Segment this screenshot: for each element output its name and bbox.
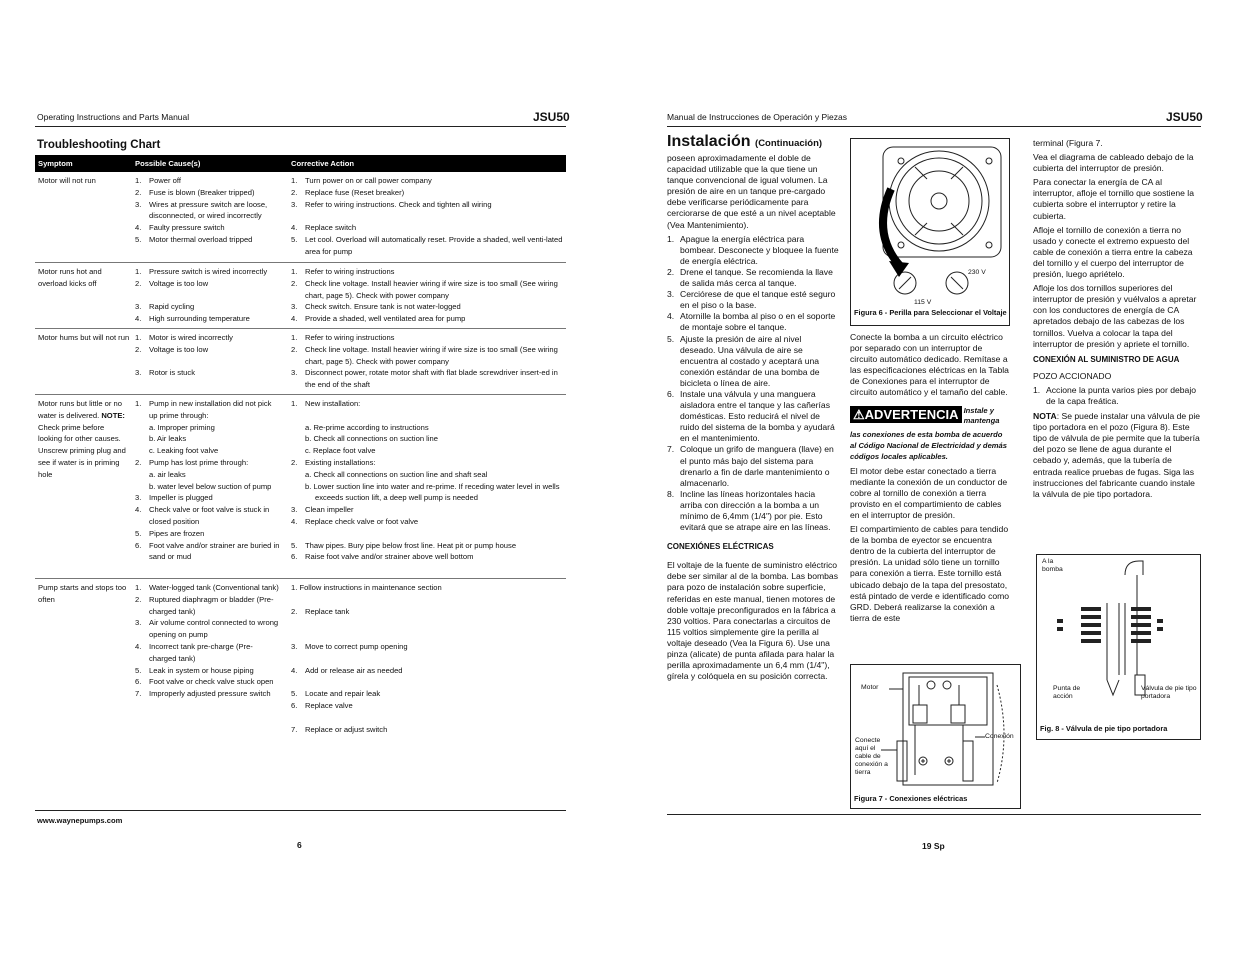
figure-6: 230 V 115 V Figura 6 - Perilla para Seleccionar el Voltaje xyxy=(850,138,1010,326)
col-cause: Possible Cause(s) xyxy=(135,159,201,168)
footer-rule xyxy=(35,810,566,811)
spanish-page xyxy=(617,0,1235,954)
table-row xyxy=(35,578,566,740)
symptom: Motor hums but will not run xyxy=(38,333,130,342)
table-row xyxy=(35,328,566,394)
symptom: Motor runs hot and overload kicks off xyxy=(38,267,102,288)
water-supply-subhead: CONEXIÓN AL SUMINISTRO DE AGUA xyxy=(1033,354,1180,364)
header-rule xyxy=(667,126,1201,127)
col-symptom: Symptom xyxy=(38,159,73,168)
actions: 1. Refer to wiring instructions 2. Check line voltage. Install heavier wiring if wire size is too small (See wiring chart, page 5). Check with power company 3. Check switch. Ensure tank is not water-logged 4. Provide a shaded, well ventilated area for pump xyxy=(291,267,558,324)
table-row xyxy=(35,262,566,328)
running-head: Operating Instructions and Parts Manual xyxy=(37,112,190,122)
header-rule xyxy=(35,126,566,127)
page-number: 19 Sp xyxy=(922,841,945,851)
symptom: Motor runs but little or no water is delivered. NOTE: Check prime before looking for other causes. Unscrew priming plug and see if water is in priming hole xyxy=(38,399,126,479)
causes: 1. Water-logged tank (Conventional tank) 2. Ruptured diaphragm or bladder (Pre-charged tank) 3. Air volume control connected to wrong opening on pump 4. Incorrect tank pre-charge (Pre-charged tank) 5. Leak in system or house piping 6. Foot valve or check valve stuck open 7. Improperly adjusted pressure switch xyxy=(135,583,279,699)
warning-triangle-icon: ⚠ xyxy=(853,406,865,422)
figure-7-caption: Figura 7 - Conexiones eléctricas xyxy=(854,794,968,803)
column-2: Conecte la bomba a un circuito eléctrico por separado con un interruptor de circuito automático dedicado. Remítase a las especificaciones eléctricas en la Tabla de Conexiones para el interruptor de circuito automático y el tamaño del cable. ⚠ADVERTENCIA Instale y mantenga las conexiones de esta bomba de acuerdo al Código Nacional de Electricidad y demás códigos locales aplicables. El motor debe estar conectado a tierra mediante la conexión de un conductor de cobre al tornillo de conexión a tierra provisto en el compartimiento de cables en el interruptor de presión. El compartimiento de cables para tendido de la bomba de eyector se encuentra dentro de la cubierta del interruptor de presión. La unidad sólo tiene un tornillo para conexión a tierra. Este tornillo está ubicado debajo de la tapa del presostato, está pintado de verde e identificado como GRD. Deberá realizarse la conexión a tierra de este xyxy=(850,332,1010,623)
symptom: Pump starts and stops too often xyxy=(38,583,127,604)
model-number: JSU50 xyxy=(1166,110,1203,124)
causes: 1. Power off 2. Fuse is blown (Breaker tripped) 3. Wires at pressure switch are loose, disconnected, or wired incorrectly 4. Faulty pressure switch 5. Motor thermal overload tripped xyxy=(135,176,268,244)
figure-8: A la bomba Punta de acción Válvula de pie tipo portadora Fig. 8 - Válvula de pie tipo portadora xyxy=(1036,554,1201,740)
causes: 1. Pressure switch is wired incorrectly 2. Voltage is too low 3. Rapid cycling 4. High surrounding temperature xyxy=(135,267,268,324)
english-page xyxy=(0,0,617,954)
figure-8-caption: Fig. 8 - Válvula de pie tipo portadora xyxy=(1040,724,1168,733)
chart-title: Troubleshooting Chart xyxy=(37,139,161,151)
table-header xyxy=(35,155,566,172)
footer-rule xyxy=(667,814,1201,815)
warning-block: ⚠ADVERTENCIA Instale y mantenga xyxy=(850,406,1010,426)
actions: 1. Refer to wiring instructions 2. Check line voltage. Install heavier wiring if wire size is too small (See wiring chart, page 5). Check with power company 3. Disconnect power, rotate motor shaft with flat blade screwdriver insert-ed in the end of the shaft xyxy=(291,333,558,390)
table-row xyxy=(35,394,566,578)
col-action: Corrective Action xyxy=(291,159,355,168)
page-number: 6 xyxy=(297,840,302,850)
column-1: poseen aproximadamente el doble de capacidad utilizable que la que tiene un tanque convencional de igual volumen. La presión de aire en un tanque pre-cargado debe verificarse periódicamente para cerciorarse de que esté a un nivel aceptable (Vea Mantenimiento). 1. Apague la energía eléctrica para bombear. Desconecte y bloquee la fuente de energía eléctrica. 2. Drene el tanque. Se recomienda la llave de salida más cerca al tanque. 3. Cerciórese de que el tanque esté seguro en el piso o la base. 4. Atornille la bomba al piso o en el soporte de montaje sobre el tanque. 5. Ajuste la presión de aire al nivel deseado. Una válvula de aire se encuentra al costado y aceptará una conexión estándar de una bomba de bicicleta o línea de aire. 6. Instale una válvula y una manguera aisladora entre el tanque y las cañerías domésticas. Esto reducirá el nivel de ruido del sistema de la bomba y ayudará en el mantenimiento. 7. Coloque un grifo de manguera (llave) en el punto más bajo del sistema para drenarlo a fin de darle mantenimiento o almacenarlo. 8. Incline las líneas horizontales hacia arriba con dirección a la bomba a un mínimo de 6,4mm (1/4") por pie. Esto evitará que se atrape aire en las líneas. CONEXIÓNES ELÉCTRICAS El voltaje de la fuente de suministro eléctrico debe ser similar al de la bomba. Las bombas para pozo de instalación sobre superficie, referidas en este manual, tienen motores de doble voltaje preconfigurados en la fábrica a 230 voltios. Para conectarlas a circuitos de 115 voltios simplemente gire la perilla al voltaje deseado (Vea la Figura 6). Use una pinza (alicate) de punta afilada para halar la perilla aproximadamente un 6,4 mm (1/4"), gírela y colóquela en su posición correcta. xyxy=(667,153,839,682)
column-3: terminal (Figura 7. Vea el diagrama de cableado debajo de la cubierta del interruptor de presión. Para conectar la energía de CA al interruptor, afloje el tornillo que sostiene la cubierta sobre el interruptor y retire la cubierta. Afloje el tornillo de conexión a tierra no usado y conecte el extremo expuesto del cable de conexión a tierra entre la cabeza del tornillo y el cuerpo del interruptor de presión, luego apriételo. Afloje los dos tornillos superiores del interruptor de presión y vuélvalos a apretar con los conductores de energía de CA apretados debajo de las cabezas de los tornillos. Vuelva a colocar la tapa del interruptor de presión y apriete el tornillo. CONEXIÓN AL SUMINISTRO DE AGUA POZO ACCIONADO 1. Accione la punta varios pies por debajo de la capa freática. NOTA: Se puede instalar una válvula de pie tipo portadora en el pozo (Figura 8). Este tipo de válvula de pie permite que la tubería del pozo se llene de agua durante el cebado y, además, que la tubería de entrada realice pruebas de fugas. Siga las instrucciones del fabricante cuando instale la válvula de pie tipo portadora. xyxy=(1033,138,1201,499)
running-head: Manual de Instrucciones de Operación y Piezas xyxy=(667,112,848,122)
causes: 1. Motor is wired incorrectly 2. Voltage is too low 3. Rotor is stuck xyxy=(135,333,233,378)
actions: 1. Turn power on or call power company 2. Replace fuse (Reset breaker) 3. Refer to wiring instructions. Check and tighten all wiring 4. Replace switch 5. Let cool. Overload will automatically reset. Provide a shaded, well venti-lated area for pump xyxy=(291,176,563,256)
symptom: Motor will not run xyxy=(38,176,96,185)
causes: 1. Pump in new installation did not pick up prime through: a. Improper priming b. Air leaks c. Leaking foot valve 2. Pump has lost prime through: a. air leaks b. water level below suction of pump 3. Impeller is plugged 4. Check valve or foot valve is stuck in closed position 5. Pipes are frozen 6. Foot valve and/or strainer are buried in sand or mud xyxy=(135,399,280,562)
figure-7: Motor Conexión Conecte aquí el cable de conexión a tierra Figura 7 - Conexiones eléctricas xyxy=(850,664,1021,809)
website: www.waynepumps.com xyxy=(37,816,123,825)
actions: 1. New installation: a. Re-prime according to instructions b. Check all connections on suction line c. Replace foot valve 2. Existing installations: a. Check all connections on suction line and shaft seal b. Lower suction line into water and re-prime. If receding water level in wells exceeds suction lift, a deep well pump is needed 3. Clean impeller 4. Replace check valve or foot valve 5. Thaw pipes. Bury pipe below frost line. Heat pit or pump house 6. Raise foot valve and/or strainer above well bottom xyxy=(291,399,560,562)
actions: 1. Follow instructions in maintenance section 2. Replace tank 3. Move to correct pump opening 4. Add or release air as needed 5. Locate and repair leak 6. Replace valve 7. Replace or adjust switch xyxy=(291,583,442,734)
table-row xyxy=(35,172,566,262)
warning-badge: ⚠ADVERTENCIA xyxy=(850,406,962,423)
electrical-subhead: CONEXIÓNES ELÉCTRICAS xyxy=(667,542,774,552)
model-number: JSU50 xyxy=(533,110,570,124)
figure-6-caption: Figura 6 - Perilla para Seleccionar el Voltaje xyxy=(854,308,1007,317)
section-title: Instalación (Continuación) xyxy=(667,133,823,150)
